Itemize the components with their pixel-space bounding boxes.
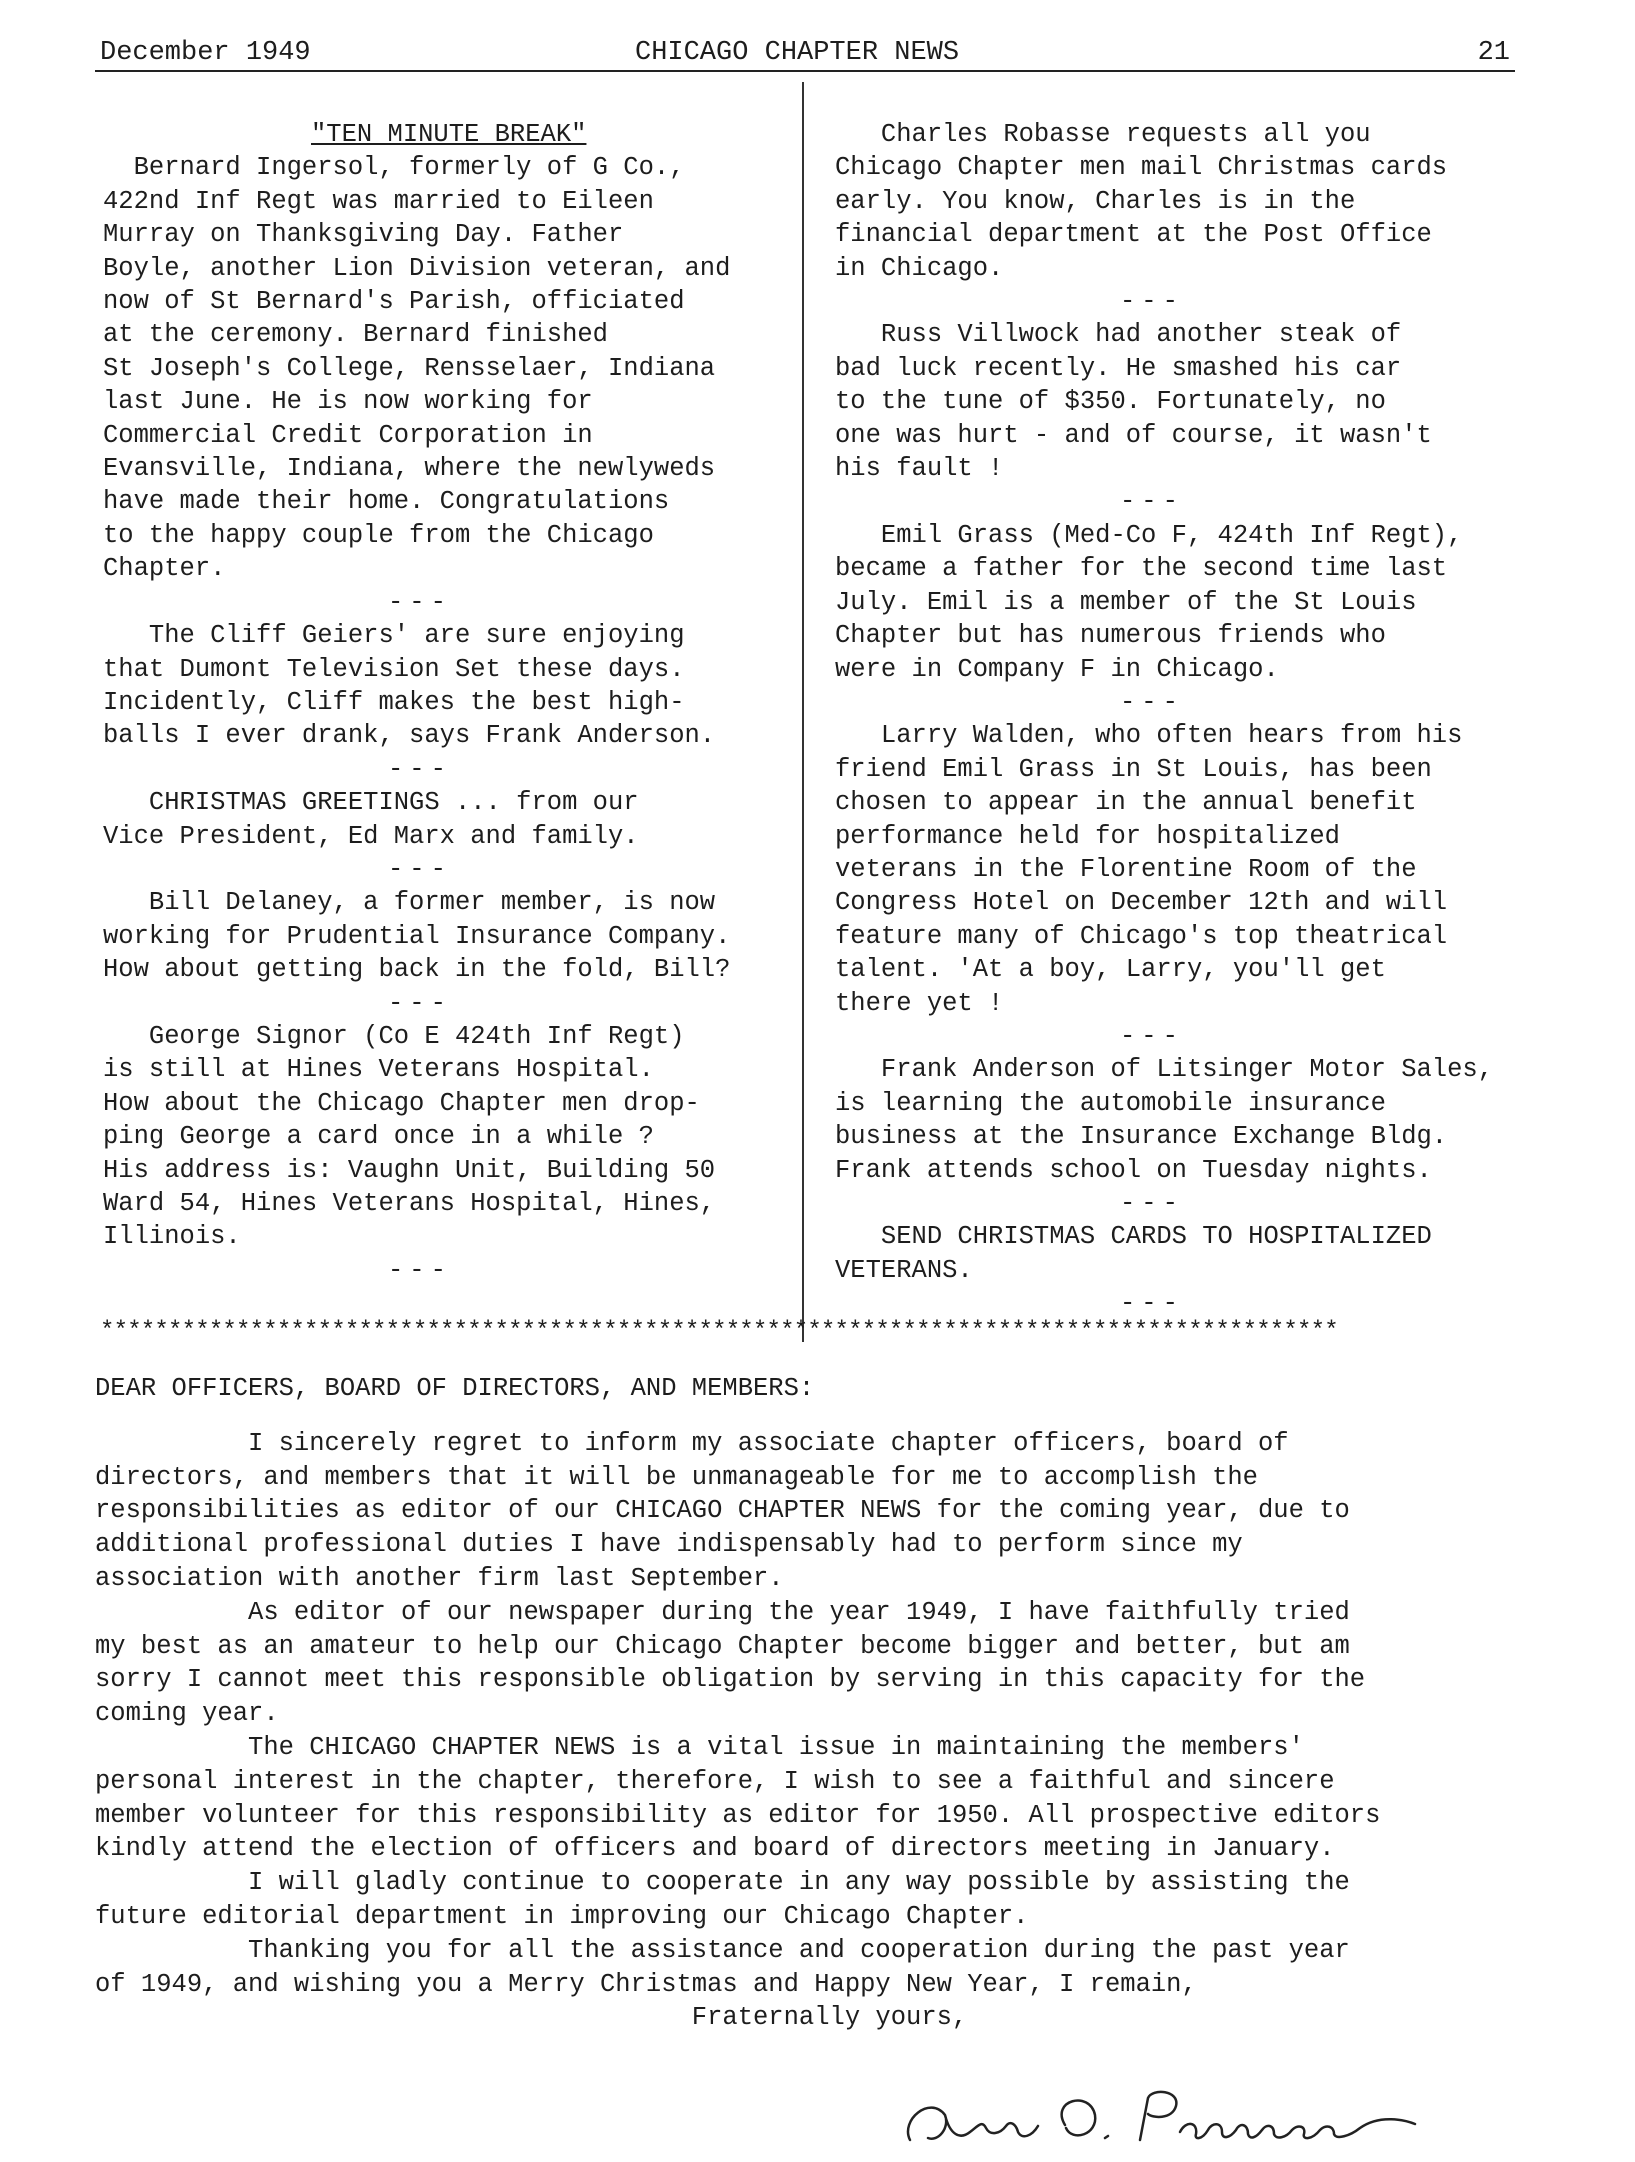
section-heading: "TEN MINUTE BREAK" xyxy=(311,120,587,149)
letter-line: Thanking you for all the assistance and cooperation during the past year xyxy=(95,1935,1350,1965)
news-line: to the tune of $350. Fortunately, no xyxy=(835,387,1386,417)
news-line: Ward 54, Hines Veterans Hospital, Hines, xyxy=(103,1189,716,1218)
column-divider xyxy=(802,82,804,1342)
letter-body xyxy=(95,1427,1535,2002)
news-item xyxy=(835,1220,1525,1320)
news-line: working for Prudential Insurance Company. xyxy=(103,921,731,951)
news-line: performance held for hospitalized xyxy=(835,821,1340,851)
news-line: balls I ever drank, says Frank Anderson. xyxy=(103,721,716,751)
letter-line: As editor of our newspaper during the year 1949, I have faithfully tried xyxy=(95,1597,1350,1627)
news-line: early. You know, Charles is in the xyxy=(835,186,1356,216)
item-separator: --- xyxy=(1120,1021,1184,1051)
item-separator: --- xyxy=(388,754,452,784)
news-line: Evansville, Indiana, where the newlyweds xyxy=(103,454,716,484)
letter-paragraph xyxy=(95,1427,1535,1596)
news-line: Larry Walden, who often hears from his xyxy=(835,721,1463,751)
news-line: How about the Chicago Chapter men drop- xyxy=(103,1088,700,1118)
item-separator: --- xyxy=(388,854,452,884)
editor-letter xyxy=(95,1372,1535,2035)
news-item xyxy=(103,619,793,786)
news-line: Emil Grass (Med-Co F, 424th Inf Regt), xyxy=(835,520,1463,550)
news-line: have made their home. Congratulations xyxy=(103,487,670,517)
news-line: Murray on Thanksgiving Day. Father xyxy=(103,220,624,250)
news-line: were in Company F in Chicago. xyxy=(835,654,1279,684)
news-item xyxy=(835,118,1525,318)
letter-line: additional professional duties I have indispensably had to perform since my xyxy=(95,1530,1243,1560)
news-line: Charles Robasse requests all you xyxy=(835,120,1371,149)
news-line: one was hurt - and of course, it wasn't xyxy=(835,420,1432,450)
news-line: July. Emil is a member of the St Louis xyxy=(835,587,1417,617)
news-line: The Cliff Geiers' are sure enjoying xyxy=(103,621,685,651)
news-line: George Signor (Co E 424th Inf Regt) xyxy=(103,1021,685,1051)
letter-line: personal interest in the chapter, therefore, I wish to see a faithful and sincere xyxy=(95,1766,1335,1796)
news-line: feature many of Chicago's top theatrical xyxy=(835,921,1448,951)
item-separator: --- xyxy=(388,988,452,1018)
news-line: Congress Hotel on December 12th and will xyxy=(835,888,1448,918)
news-line: 422nd Inf Regt was married to Eileen xyxy=(103,186,654,216)
item-separator: --- xyxy=(1120,1289,1184,1319)
news-line: Commercial Credit Corporation in xyxy=(103,420,593,450)
news-line: Illinois. xyxy=(103,1222,241,1252)
news-line: Chicago Chapter men mail Christmas cards xyxy=(835,153,1448,183)
letter-line: of 1949, and wishing you a Merry Christmas and Happy New Year, I remain, xyxy=(95,1969,1197,1999)
page-header xyxy=(100,38,1510,72)
news-line: at the ceremony. Bernard finished xyxy=(103,320,608,350)
news-line: there yet ! xyxy=(835,988,1004,1018)
news-line: Boyle, another Lion Division veteran, and xyxy=(103,253,731,283)
news-line: is learning the automobile insurance xyxy=(835,1088,1386,1118)
news-line: Chapter but has numerous friends who xyxy=(835,621,1386,651)
news-line: CHRISTMAS GREETINGS ... from our xyxy=(103,788,639,818)
item-separator: --- xyxy=(388,1255,452,1285)
news-item xyxy=(835,318,1525,518)
item-separator: --- xyxy=(1120,287,1184,317)
news-item xyxy=(103,1020,793,1287)
news-line: His address is: Vaughn Unit, Building 50 xyxy=(103,1155,716,1185)
news-line: in Chicago. xyxy=(835,253,1004,283)
item-separator: --- xyxy=(1120,1189,1184,1218)
news-line: Russ Villwock had another steak of xyxy=(835,320,1402,350)
news-item xyxy=(103,786,793,886)
letter-salutation: DEAR OFFICERS, BOARD OF DIRECTORS, AND MEMBERS: xyxy=(95,1374,815,1403)
news-line: ping George a card once in a while ? xyxy=(103,1122,654,1152)
header-date: December 1949 xyxy=(100,38,311,68)
news-line: is still at Hines Veterans Hospital. xyxy=(103,1055,654,1085)
letter-line: member volunteer for this responsibility as editor for 1950. All prospective editors xyxy=(95,1800,1381,1830)
letter-line: sorry I cannot meet this responsible obligation by serving in this capacity for the xyxy=(95,1665,1366,1695)
news-line: bad luck recently. He smashed his car xyxy=(835,353,1402,383)
letter-line: my best as an amateur to help our Chicago Chapter become bigger and better, but am xyxy=(95,1631,1350,1661)
letter-line: directors, and members that it will be unmanageable for me to accomplish the xyxy=(95,1462,1258,1492)
news-line: that Dumont Television Set these days. xyxy=(103,654,685,684)
news-line: last June. He is now working for xyxy=(103,387,593,417)
news-line: business at the Insurance Exchange Bldg. xyxy=(835,1122,1448,1152)
news-line: How about getting back in the fold, Bill? xyxy=(103,955,731,985)
letter-line: coming year. xyxy=(95,1699,279,1729)
news-line: Frank attends school on Tuesday nights. xyxy=(835,1155,1432,1185)
news-line: Frank Anderson of Litsinger Motor Sales, xyxy=(835,1055,1494,1085)
news-item xyxy=(835,519,1525,719)
signature xyxy=(890,2080,1430,2160)
right-column xyxy=(835,118,1525,1321)
letter-line: future editorial department in improving our Chicago Chapter. xyxy=(95,1901,1029,1931)
letter-paragraph xyxy=(95,1596,1535,1731)
news-line: Bernard Ingersol, formerly of G Co., xyxy=(103,153,685,183)
header-rule xyxy=(95,70,1515,72)
item-separator: --- xyxy=(1120,687,1184,717)
letter-line: The CHICAGO CHAPTER NEWS is a vital issue in maintaining the members' xyxy=(95,1732,1304,1762)
news-item xyxy=(103,151,793,619)
news-line: Vice President, Ed Marx and family. xyxy=(103,821,639,851)
news-item xyxy=(835,719,1525,1053)
news-line: financial department at the Post Office xyxy=(835,220,1432,250)
item-separator: --- xyxy=(388,587,452,617)
news-line: talent. 'At a boy, Larry, you'll get xyxy=(835,955,1386,985)
news-item xyxy=(103,886,793,1020)
item-separator: --- xyxy=(1120,487,1184,517)
letter-closing: Fraternally yours, xyxy=(95,2003,968,2033)
letter-paragraph xyxy=(95,1731,1535,1866)
left-column xyxy=(103,118,793,1287)
header-page-number: 21 xyxy=(1477,38,1510,68)
news-line: to the happy couple from the Chicago xyxy=(103,520,654,550)
letter-paragraph xyxy=(95,1866,1535,1934)
letter-line: I will gladly continue to cooperate in any way possible by assisting the xyxy=(95,1868,1350,1898)
news-line: Bill Delaney, a former member, is now xyxy=(103,888,716,918)
news-line: veterans in the Florentine Room of the xyxy=(835,854,1417,884)
star-divider: ******************************************************************************************* xyxy=(100,1318,1338,1345)
news-line: VETERANS. xyxy=(835,1255,973,1285)
news-line: Chapter. xyxy=(103,554,226,584)
news-line: his fault ! xyxy=(835,454,1004,484)
news-line: friend Emil Grass in St Louis, has been xyxy=(835,754,1432,784)
letter-line: I sincerely regret to inform my associate chapter officers, board of xyxy=(95,1428,1289,1458)
header-title: CHICAGO CHAPTER NEWS xyxy=(635,38,960,68)
news-line: Incidently, Cliff makes the best high- xyxy=(103,687,685,717)
news-line: chosen to appear in the annual benefit xyxy=(835,788,1417,818)
letter-line: association with another firm last September. xyxy=(95,1563,784,1593)
letter-line: kindly attend the election of officers and board of directors meeting in January. xyxy=(95,1834,1335,1864)
news-line: SEND CHRISTMAS CARDS TO HOSPITALIZED xyxy=(835,1222,1432,1252)
news-line: now of St Bernard's Parish, officiated xyxy=(103,287,685,317)
letter-paragraph xyxy=(95,1934,1535,2002)
letter-line: responsibilities as editor of our CHICAGO CHAPTER NEWS for the coming year, due to xyxy=(95,1496,1350,1526)
news-line: became a father for the second time last xyxy=(835,554,1448,584)
news-item xyxy=(835,1053,1525,1220)
news-line: St Joseph's College, Rensselaer, Indiana xyxy=(103,353,716,383)
